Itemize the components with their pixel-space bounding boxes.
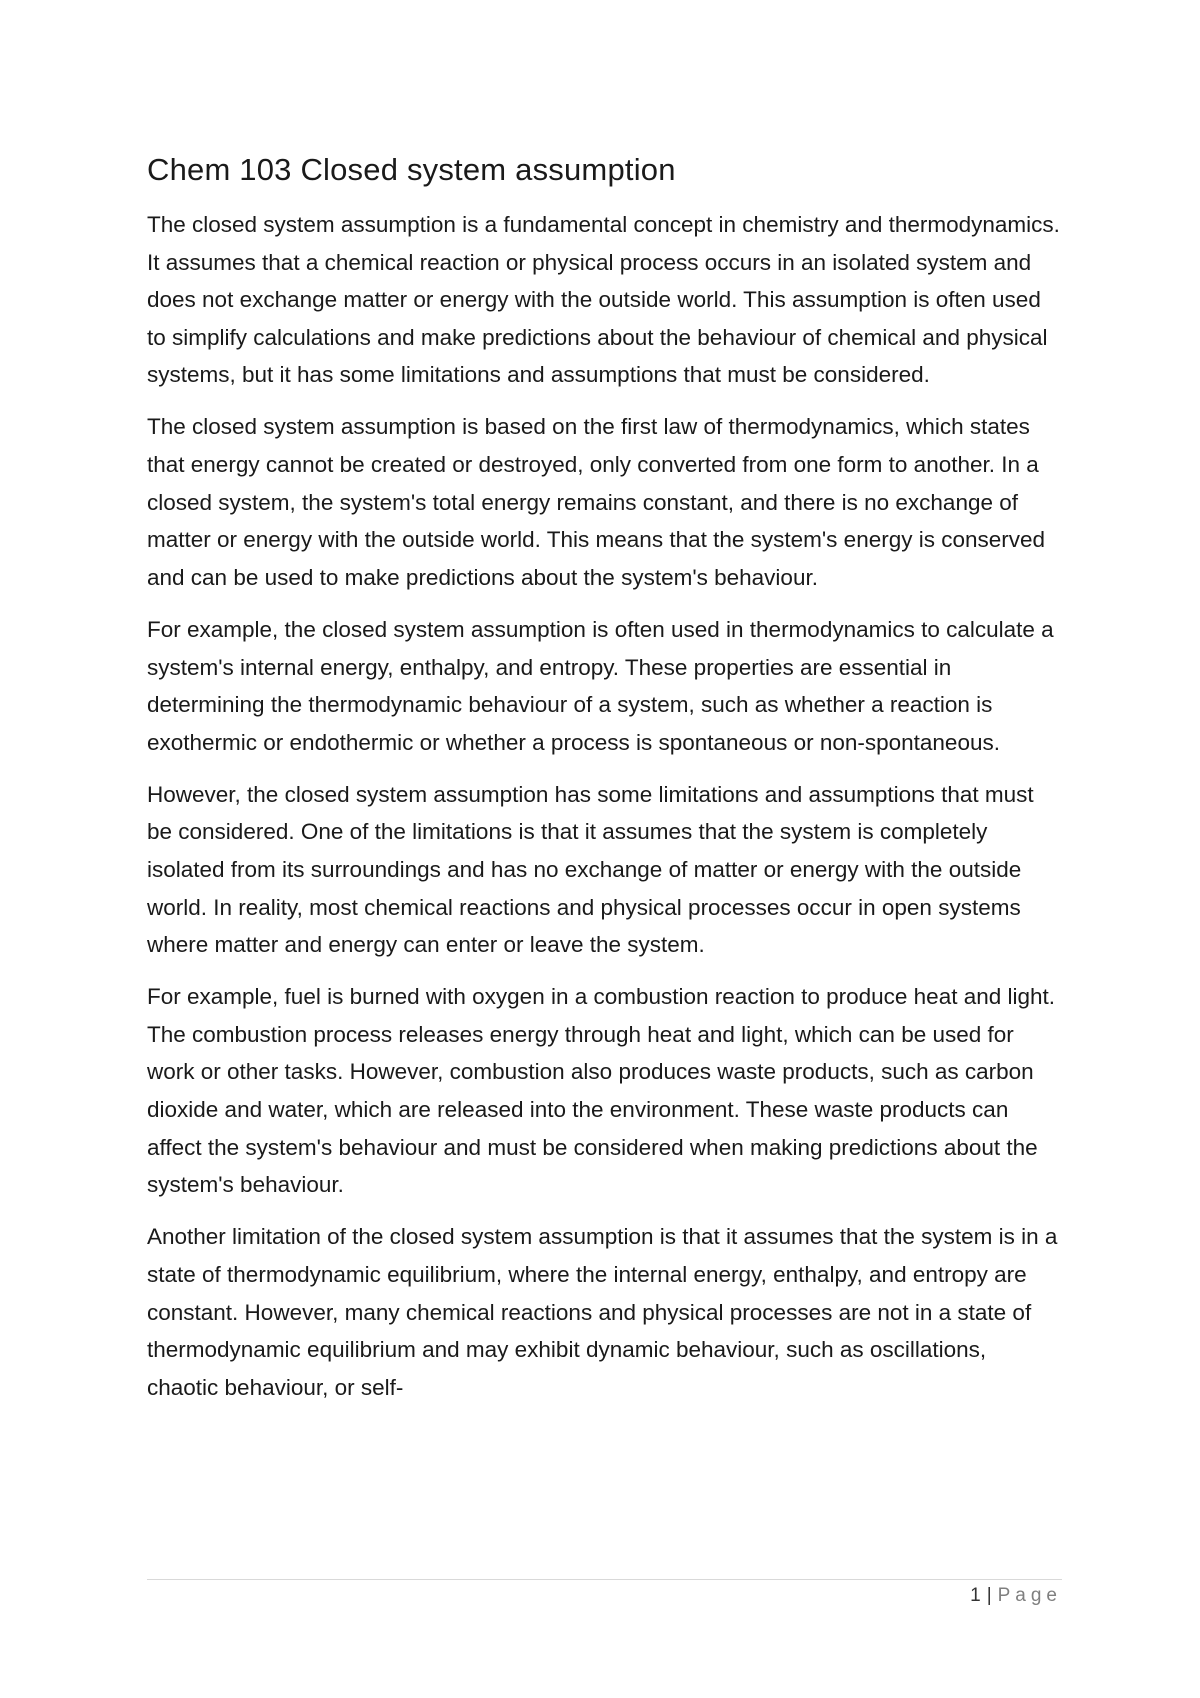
paragraph: For example, fuel is burned with oxygen in a combustion reaction to produce heat and light. The combustion process releases energy through heat and light, which can be used for work or other tasks. However, combustion also produces waste products, such as carbon dioxide and water, which are released into the environment. These waste products can affect the system's behaviour and must be considered when making predictions about the system's behaviour. bbox=[147, 984, 1056, 1198]
paragraph: Another limitation of the closed system assumption is that it assumes that the system is in a state of thermodynamic equilibrium, where the internal energy, enthalpy, and entropy are constant. However, many chemical reactions and physical processes are not in a state of thermodynamic equilibrium and may exhibit dynamic behaviour, such as oscillations, chaotic behaviour, or self- bbox=[147, 1224, 1058, 1400]
page-number: 1 bbox=[970, 1585, 981, 1606]
paragraph: The closed system assumption is a fundamental concept in chemistry and thermodynamics. It assumes that a chemical reaction or physical process occurs in an isolated system and does not exchange matter or energy with the outside world. This assumption is often used to simplify calculations and make predictions about the behaviour of chemical and physical systems, but it has some limitations and assumptions that must be considered. bbox=[147, 212, 1060, 388]
footer-divider bbox=[147, 1579, 1062, 1580]
document-title: Chem 103 Closed system assumption bbox=[147, 152, 676, 187]
document-body bbox=[147, 148, 1062, 1421]
footer-separator: | bbox=[986, 1585, 992, 1606]
page-footer bbox=[970, 1585, 1062, 1607]
page-label: Page bbox=[997, 1585, 1062, 1606]
paragraph: The closed system assumption is based on the first law of thermodynamics, which states that energy cannot be created or destroyed, only converted from one form to another. In a closed system, the system's total energy remains constant, and there is no exchange of matter or energy with the outside world. This means that the system's energy is conserved and can be used to make predictions about the system's behaviour. bbox=[147, 414, 1046, 590]
paragraph: For example, the closed system assumption is often used in thermodynamics to calculate a system's internal energy, enthalpy, and entropy. These properties are essential in determining the thermodynamic behaviour of a system, such as whether a reaction is exothermic or endothermic or whether a process is spontaneous or non-spontaneous. bbox=[147, 616, 1054, 755]
paragraph: However, the closed system assumption has some limitations and assumptions that must be considered. One of the limitations is that it assumes that the system is completely isolated from its surroundings and has no exchange of matter or energy with the outside world. In reality, most chemical reactions and physical processes occur in open systems where matter and energy can enter or leave the system. bbox=[147, 781, 1034, 958]
